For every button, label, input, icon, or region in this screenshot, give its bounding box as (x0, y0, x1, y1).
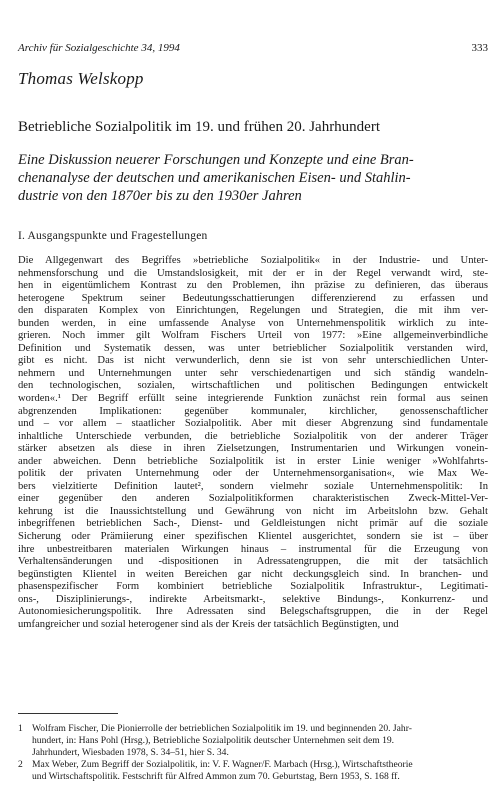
page-number: 333 (471, 42, 488, 54)
footnote-rule (18, 713, 118, 714)
body-line: worden«.¹ Der Begriff erfüllt seine integrierende Funktion zunächst rein formal aus seinen (18, 393, 488, 405)
body-line: begünstigten Klientel in weiten Bereichen gar nicht deckungsgleich sind. In branchen- und (18, 568, 488, 580)
body-line: gibt es nicht. Das ist nicht verwunderlich, denn sie ist von sehr unterschiedlichen Unter- (18, 355, 488, 367)
subtitle-line: Eine Diskussion neuerer Forschungen und Konzepte und eine Bran- (18, 152, 414, 168)
footnote (18, 723, 488, 759)
body-line: politik der privaten Unternehmung oder der Unternehmensorganisation«, wie Max We- (18, 468, 488, 480)
body-line: ander abweichen. Denn betriebliche Sozialpolitik ist in erster Linie weniger »Wohlfahrts- (18, 455, 488, 467)
article-title: Betriebliche Sozialpolitik im 19. und frühen 20. Jahrhundert (18, 119, 381, 135)
body-line: den disparaten Komplex von Einrichtungen, Regelungen und Strategien, die mit ihm ver- (18, 305, 488, 317)
section-heading: I. Ausgangspunkte und Fragestellungen (18, 230, 208, 242)
footnote-line: Max Weber, Zum Begriff der Sozialpolitik, in: V. F. Wagner/F. Marbach (Hrsg.), Wirtschaftstheorie (32, 759, 413, 770)
body-line: heterogene Spektrum seiner Bedeutungsschattierungen differenzierend zu erfassen und (18, 292, 488, 304)
body-line: Sicherung oder Prämiierung einer spezifischen Klientel ausgerichtet, sondern sie ist – über (18, 531, 488, 543)
footnote-text (32, 759, 488, 783)
article-subtitle (18, 151, 486, 205)
body-line: inhaltliche Unterschiede verbunden, die betriebliche Sozialpolitik von der anderer Träger (18, 430, 488, 442)
body-line: umfangreicher und sozial heterogener sind als der Kreis der tatsächlich Begünstigten, und (18, 618, 399, 630)
body-line: hen in eigentümlichem Kontrast zu den Problemen, ihn präzise zu definieren, das überaus (18, 280, 488, 292)
body-text (18, 255, 488, 631)
subtitle-line: chenanalyse der deutschen und amerikanischen Eisen- und Stahlin- (18, 170, 411, 186)
body-line: nehmern und Unternehmungen unter sehr verschiedenartigen und sich ständig wandeln- (18, 367, 488, 379)
footnote-number: 1 (18, 723, 23, 734)
body-line: bers vielzitierte Definition lautet², sondern vielmehr soziale Unternehmenspolitik: In (18, 480, 488, 492)
body-line: den technologischen, sozialen, wirtschaftlichen und politischen Bedingungen entwickelt (18, 380, 488, 392)
footnote (18, 759, 488, 783)
body-line: stärker absetzen als diese in ihren Zielsetzungen, Instrumentarien und Wirkungen vonein- (18, 443, 488, 455)
body-line: ons-, Disziplinierungs-, indirekte Arbeitsmarkt-, selektive Bindungs-, Konkurrenz- und (18, 593, 488, 605)
body-line: nehmensforschung und die Umstandslosigkeit, mit der er in der Regel verwandt wird, ste- (18, 267, 488, 279)
journal-citation: Archiv für Sozialgeschichte 34, 1994 (18, 42, 180, 54)
body-line: bunden werden, in eine umfassende Analyse von Unternehmenspolitik wirklich zu inte- (18, 317, 488, 329)
author-name: Thomas Welskopp (18, 69, 144, 88)
footnote-text (32, 723, 488, 759)
body-line: einer gegenüber den anderen Sozialpolitikformen charakteristischen Zweck-Mittel-Ver- (18, 493, 488, 505)
footnote-line: und Wirtschaftspolitik. Festschrift für Alfred Ammon zum 70. Geburtstag, Bern 1953, S. 168 ff. (32, 771, 400, 782)
body-line: ihre unbestreitbaren materialen Wirkungen hinaus – instrumental für die Erzeugung von (18, 543, 488, 555)
body-line: Die Allgegenwart des Begriffes »betriebliche Sozialpolitik« in der Industrie- und Unter- (18, 255, 488, 266)
footnote-line: hundert, in: Hans Pohl (Hrsg.), Betriebliche Sozialpolitik deutscher Unternehmen seit dem 19. (32, 735, 395, 746)
footnotes (18, 723, 488, 783)
body-line: phasenspezifischer Form kombiniert betriebliche Sozialpolitik Infrastruktur-, Legitimati- (18, 581, 488, 593)
body-line: grieren. Noch immer gilt Wolfram Fischers Urteil von 1977: »Eine allgemeinverbindliche (18, 330, 488, 342)
footnote-line: Jahrhundert, Wiesbaden 1978, S. 34–51, hier S. 34. (32, 747, 229, 758)
footnote-number: 2 (18, 759, 23, 770)
body-line: und – vor allem – staatlicher Sozialpolitik. Aber mit dieser Abgrenzung sind fundamentale (18, 418, 488, 430)
body-line: Definition und Systematik dessen, was unter betrieblicher Sozialpolitik verstanden wird, (18, 342, 488, 354)
body-line: kehrung ist die Inaussichtstellung und Gewährung von nicht im Arbeitslohn bzw. Gehalt (18, 505, 488, 517)
body-line: Verhaltensänderungen und -dispositionen in Adressatengruppen, die mit der tatsächlich (18, 556, 488, 568)
footnote-line: Wolfram Fischer, Die Pionierrolle der betrieblichen Sozialpolitik im 19. und beginnenden 20. Jahr- (32, 723, 412, 734)
body-line: abgrenzenden Implikationen: gegenüber kommunaler, kirchlicher, genossenschaftlicher (18, 405, 488, 417)
body-line: Autonomiesicherungspolitik. Ihre Adressaten sind Belegschaftsgruppen, die in der Regel (18, 606, 488, 618)
body-line: inbegriffenen betrieblichen Sach-, Dienst- und Geldleistungen nicht primär auf die soziale (18, 518, 488, 530)
subtitle-line: dustrie von den 1870er bis zu den 1930er Jahren (18, 188, 302, 204)
